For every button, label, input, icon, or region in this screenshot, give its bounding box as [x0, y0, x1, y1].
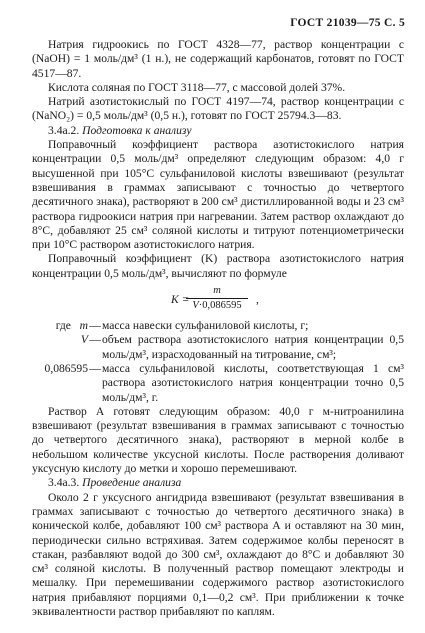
formula-lhs: K = [171, 293, 190, 307]
section-number: 3.4а.3. [48, 476, 80, 490]
legend-dash: — [89, 361, 101, 375]
paragraph: Поправочный коэффициент раствора азотистокислого натрия концентрации 0,5 моль/дм³ определяют следующим образом: 4,0 г высушенной при 105°С сульфаниловой кислоты взвешивают (результат взвешивания в граммах записывают с точностью до четвертого десятичного знака), растворяют в 200 см³ дистиллированной воды и 23 см³ раствора гидроокиси натрия при нагревании. Затем раствор охлаждают до 8°С, добавляют 25 см³ соляной кислоты и титруют потенциометрически при 10°С раствором азотистокислого натрия. [32, 138, 404, 252]
formula [32, 285, 404, 315]
section-heading [32, 476, 404, 490]
section-number: 3.4а.2. [48, 123, 80, 137]
legend-row [32, 362, 404, 405]
legend-dash: — [89, 333, 101, 347]
section-heading [32, 124, 404, 138]
legend-text: масса сульфаниловой кислоты, соответствующая 1 см³ раствора азотистокислого натрия концентрации точно 0,5 моль/дм³, г. [102, 361, 404, 404]
fraction-bar [186, 298, 248, 299]
paragraph: Раствор А готовят следующим образом: 40,0 г м-нитроанилина взвешивают (результат взвешивания в граммах записывают с точностью до четвертого десятичного знака), растворяют в мерной колбе в небольшом количестве уксусной кислоты. После растворения доливают уксусную кислоту до метки и хорошо перемешивают. [32, 404, 404, 476]
legend-symbol: где m [55, 319, 88, 333]
paragraph: Кислота соляная по ГОСТ 3118—77, с массовой долей 37%. [48, 80, 346, 94]
section-title: Подготовка к анализу [82, 123, 192, 137]
formula-denominator: V·0,086595 [192, 300, 242, 312]
formula-numerator: m [213, 285, 221, 297]
legend-row [32, 319, 404, 333]
paragraph: Натрий азотистокислый по ГОСТ 4197—74, раствор концентрации с (NaNO₂) = 0,5 моль/дм³ (0,5 н.), готовят по ГОСТ 25794.3—83. [32, 95, 404, 123]
legend-symbol: V [80, 333, 88, 347]
formula-trail: , [256, 293, 259, 307]
page-header: ГОСТ 21039—75 С. 5 [290, 17, 405, 29]
legend-symbol: 0,086595 [44, 361, 88, 375]
legend-text: масса навески сульфаниловой кислоты, г; [102, 319, 309, 333]
paragraph: Натрия гидроокись по ГОСТ 4328—77, раствор концентрации с (NaOH) = 1 моль/дм³ (1 н.), не содержащий карбонатов, готовят по ГОСТ 4517—87. [32, 38, 404, 80]
legend-text: объем раствора азотистокислого натрия концентрации 0,5 моль/дм³, израсходованный на титрование, см³; [102, 333, 404, 361]
legend-dash: — [89, 319, 101, 333]
paragraph: Поправочный коэффициент (K) раствора азотистокислого натрия концентрации 0,5 моль/дм³, вычисляют по формуле [32, 252, 404, 280]
formula-legend [32, 319, 404, 405]
section-title: Проведение анализа [82, 476, 182, 490]
document-body [32, 38, 404, 619]
paragraph: Около 2 г уксусного ангидрида взвешивают (результат взвешивания в граммах записывают с точностью до четвертого десятичного знака) в конической колбе, добавляют 100 см³ раствора А и оставляют на 30 мин, периодически сильно встряхивая. Затем содержимое колбы переносят в стакан, разбавляют водой до 300 см³, охлаждают до 8°С и добавляют 30 см³ соляной кислоты. В полученный раствор помещают электроды и мешалку. При перемешивании содержимого раствор азотистокислого натрия прибавляют порциями 0,1—0,2 см³. При приближении к точке эквивалентности раствор прибавляют по каплям. [32, 490, 404, 618]
formula-fraction [184, 285, 250, 312]
legend-row [32, 333, 404, 362]
